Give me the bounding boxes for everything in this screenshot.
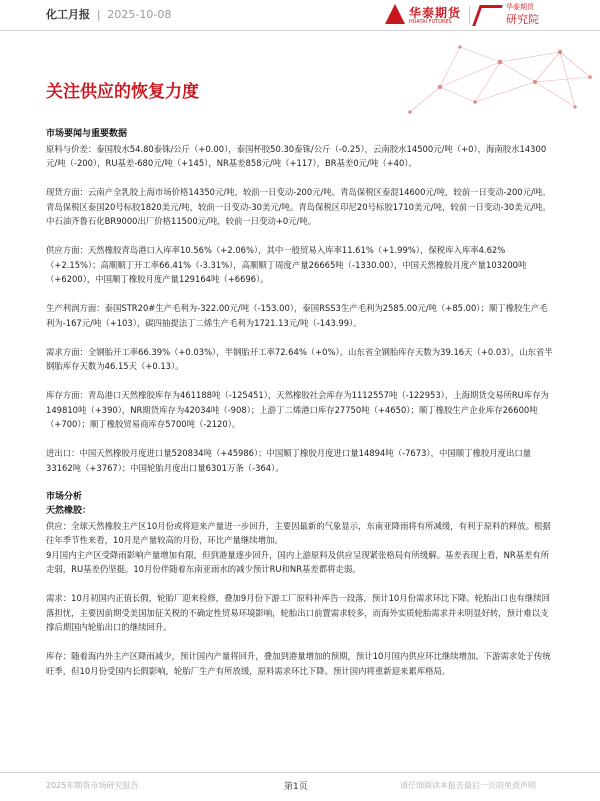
logo-en-name: HUATAI FUTURES	[409, 19, 452, 25]
inventory-paragraph: 库存方面：青岛港口天然橡胶库存为461188吨（-125451），天然橡胶社会库存为1112557吨（-122953），上海期货交易所RU库存为149810吨（+390），NR期货库存为42034吨（-908）；上游丁二烯港口库存27750吨（+4650）；顺丁橡胶生产企业库存26600吨（+700）；顺丁橡胶贸易商库存5700吨（-2120）。	[46, 390, 549, 429]
analysis-supply-paragraph-2: 9月国内主产区受降雨影响产量增加有限，但到港量逐步回升，国内上游原料及供应呈现紧张格局有所缓解。基差表现上看，NR基差有所走弱，RU基差仍坚挺。10月份伴随着东南亚雨水的减少预计RU和NR基差都将走弱。	[46, 549, 550, 574]
page-number: 第1页	[284, 782, 308, 792]
spot-paragraph: 现货方面：云南产全乳胶上海市场价格14350元/吨，较前一日变动-200元/吨。青岛保税区泰混14600元/吨，较前一日变动-200元/吨。青岛保税区泰国20号标胶1820美元/吨，较前一日变动-30美元/吨。青岛保税区印尼20号标胶1710美元/吨，较前一日变动-30美元/吨。中石油齐鲁石化BR9000出厂价格11500元/吨，较前一日变动+0元/吨。	[46, 187, 551, 226]
huatai-futures-logo	[385, 4, 465, 26]
supply-paragraph: 供应方面：天然橡胶青岛港口入库率10.56%（+2.06%），其中一般贸易入库率11.61%（+1.99%），保税库入库率4.62%（+2.15%）；高顺顺丁开工率66.41%（-3.31%），高顺顺丁周度产量26665吨（-1330.00），中国天然橡胶月度产量103200吨（+6200），中国顺丁橡胶月度产量129164吨（+6696）。	[46, 245, 527, 284]
analysis-supply-paragraph: 供应：全球天然橡胶主产区10月份或将迎来产量进一步回升，主要因最新的气象显示，东南亚降雨将有所减缓，有利于原料的释放。根据往年季节性来看，10月是产量较高的月份，环比产量继续增加。	[46, 520, 551, 545]
report-body	[46, 127, 554, 678]
natural-rubber-subheading: 天然橡胶：	[46, 506, 92, 516]
research-logo-sub: 研究院	[506, 13, 539, 26]
network-decoration	[400, 32, 600, 132]
logo-cn-name: 华泰期货	[409, 6, 462, 20]
page-title: 关注供应的恢复力度	[46, 82, 199, 102]
footer-report-name: 2025年期货市场研究报告	[46, 781, 139, 790]
trade-paragraph: 进出口：中国天然橡胶月度进口量520834吨（+45986）；中国顺丁橡胶月度进口量14894吨（-7673），中国顺丁橡胶月度出口量33162吨（+3767）；中国轮胎月度出口量6301万条（-364）。	[46, 448, 532, 473]
page-header	[0, 0, 600, 31]
analysis-inventory-paragraph: 库存：随着海内外主产区降雨减少，预计国内产量将回升，叠加到港量增加的预期，预计10月国内供应环比继续增加。下游需求处于传统旺季，但10月份受国内长假影响，轮胎厂生产有所放缓，原料需求环比下降。预计国内将重新迎来累库格局。	[46, 651, 551, 676]
huatai-logo-icon	[385, 4, 405, 24]
research-institute-logo	[476, 2, 566, 28]
research-logo-name: 华泰期货	[506, 3, 534, 11]
logo-divider	[469, 6, 470, 24]
demand-paragraph: 需求方面：全钢胎开工率66.39%（+0.03%），半钢胎开工率72.64%（+0%）。山东省全钢胎库存天数为39.16天（+0.03），山东省半钢胎库存天数为46.15天（+0.13）。	[46, 346, 553, 371]
market-section-heading: 市场要闻与重要数据	[46, 129, 128, 139]
research-logo-icon	[472, 5, 503, 26]
disclaimer-note: 请仔细阅读本报告最后一页的免责声明	[400, 781, 536, 790]
title-separator: |	[96, 8, 101, 21]
report-date: 2025-10-08	[107, 8, 172, 21]
analysis-section-heading: 市场分析	[46, 491, 83, 502]
page-footer	[0, 772, 600, 801]
profit-paragraph: 生产利润方面：泰国STR20#生产毛利为-322.00元/吨（-153.00），泰国RSS3生产毛利为2585.00元/吨（+85.00）；顺丁橡胶生产毛利为-167元/吨（+103），碳四抽提法丁二烯生产毛利为1721.13元/吨（-143.99）。	[46, 303, 548, 328]
raw-material-paragraph: 原料与价差：泰国胶水54.80泰铢/公斤（+0.00），泰国杯胶50.30泰铢/公斤（-0.25），云南胶水14500元/吨（+0），海南胶水14300元/吨（-200），RU基差-680元/吨（+145），NR基差858元/吨（+117），BR基差0元/吨（+40）。	[46, 143, 547, 168]
report-type	[46, 6, 171, 22]
report-title: 化工月报	[46, 8, 90, 21]
analysis-demand-paragraph: 需求：10月初国内正值长假，轮胎厂迎来检修，叠加9月份下游工厂原料补库告一段落，预计10月份需求环比下降。轮胎出口也有继续回落担忧，主要因前期受美国加征关税的不确定性贸易环境影响，轮胎出口前置需求较多，而海外实质轮胎需求并未明显好转，预计难以支撑后期国内轮胎出口的继续回升。	[46, 593, 551, 632]
